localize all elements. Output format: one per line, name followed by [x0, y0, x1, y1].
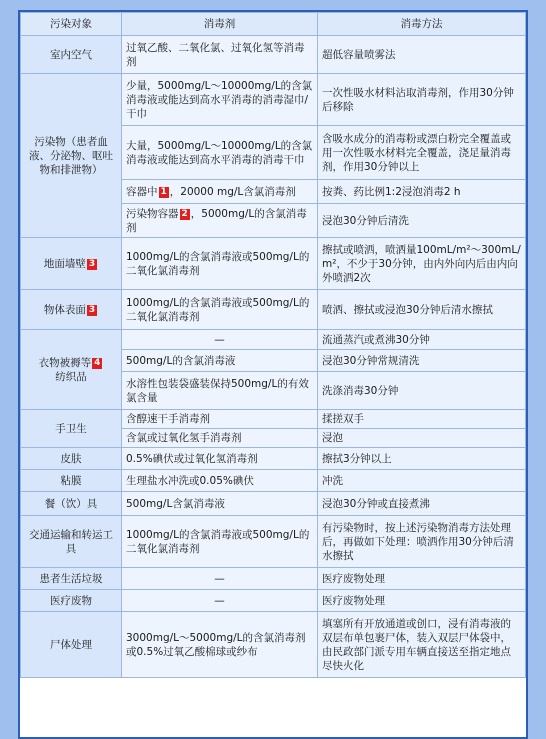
method-cell: 喷洒、擦拭或浸泡30分钟后清水擦拭 [318, 290, 526, 330]
table-row [21, 74, 526, 126]
table-row [21, 238, 526, 290]
header-row [21, 13, 526, 36]
table-row [21, 448, 526, 470]
table-row [21, 410, 526, 429]
method-cell: 擦拭或喷洒，喷洒量100mL/m²～300mL/m²，不少于30分钟，由内外向内后由内向外喷洒2次 [318, 238, 526, 290]
disinfectant-cell: 含醇速干手消毒剂 [122, 410, 318, 429]
method-cell: 填塞所有开放通道或创口，浸有消毒液的双层布单包裹尸体，装入双层尸体袋中，由民政部门派专用车辆直接送至指定地点尽快火化 [318, 612, 526, 678]
disinfectant-cell: — [122, 590, 318, 612]
disinfectant-cell: 3000mg/L～5000mg/L的含氯消毒剂或0.5%过氧乙酸棉球或纱布 [122, 612, 318, 678]
object-text: 物体表面 [43, 303, 86, 316]
note-badge: 3 [88, 258, 96, 269]
object-cell: 皮肤 [21, 448, 122, 470]
object-cell: 粘膜 [21, 470, 122, 492]
object-cell: 餐（饮）具 [21, 492, 122, 516]
method-cell: 医疗废物处理 [318, 568, 526, 590]
note-badge: 4 [94, 357, 101, 368]
table-row [21, 516, 526, 568]
method-cell: 一次性吸水材料沾取消毒剂，作用30分钟后移除 [318, 74, 526, 126]
header-method: 消毒方法 [318, 13, 526, 36]
disinfectant-cell: 含氯或过氧化氢手消毒剂 [122, 429, 318, 448]
note-badge: 2 [181, 208, 188, 219]
method-cell: 含吸水成分的消毒粉或漂白粉完全覆盖或用一次性吸水材料完全覆盖，浇足量消毒剂，作用30分钟以上 [318, 126, 526, 180]
object-cell: 污染物（患者血液、分泌物、呕吐物和排泄物） [21, 74, 122, 238]
method-cell: 浸泡30分钟或直接煮沸 [318, 492, 526, 516]
table-row [21, 568, 526, 590]
note-badge: 3 [88, 304, 96, 315]
method-cell: 超低容量喷雾法 [318, 36, 526, 74]
disinfectant-cell: 过氧乙酸、二氧化氯、过氧化氢等消毒剂 [122, 36, 318, 74]
disinfectant-text: 污染物容器 [126, 207, 179, 220]
disinfectant-cell: 500mg/L的含氯消毒液 [122, 350, 318, 372]
header-disinfectant: 消毒剂 [122, 13, 318, 36]
object-text: 地面墙壁 [43, 257, 86, 270]
disinfectant-cell: 1000mg/L的含氯消毒液或500mg/L的二氧化氯消毒剂 [122, 238, 318, 290]
disinfectant-cell [122, 180, 318, 204]
disinfectant-cell: 大量，5000mg/L～10000mg/L的含氯消毒液或能达到高水平消毒的消毒干巾 [122, 126, 318, 180]
table-row [21, 492, 526, 516]
object-cell: 交通运输和转运工具 [21, 516, 122, 568]
table-row [21, 590, 526, 612]
method-cell: 浸泡30分钟常规清洗 [318, 350, 526, 372]
method-cell: 按粪、药比例1:2浸泡消毒2 h [318, 180, 526, 204]
disinfectant-cell: 0.5%碘伏或过氧化氢消毒剂 [122, 448, 318, 470]
disinfectant-text: 容器中 [126, 185, 158, 198]
method-cell: 有污染物时，按上述污染物消毒方法处理后，再做如下处理：喷洒作用30分钟后清水擦拭 [318, 516, 526, 568]
object-cell: 手卫生 [21, 410, 122, 448]
object-cell: 尸体处理 [21, 612, 122, 678]
disinfectant-cell: 1000mg/L的含氯消毒液或500mg/L的二氧化氯消毒剂 [122, 290, 318, 330]
disinfectant-cell [122, 204, 318, 238]
disinfectant-cell: 生理盐水冲洗或0.05%碘伏 [122, 470, 318, 492]
object-cell [21, 238, 122, 290]
note-badge: 1 [160, 186, 167, 197]
method-cell: 洗涤消毒30分钟 [318, 372, 526, 410]
method-cell: 医疗废物处理 [318, 590, 526, 612]
disinfectant-cell: 500mg/L含氯消毒液 [122, 492, 318, 516]
object-cell: 医疗废物 [21, 590, 122, 612]
method-cell: 浸泡 [318, 429, 526, 448]
table-row [21, 612, 526, 678]
method-cell: 揉搓双手 [318, 410, 526, 429]
method-cell: 浸泡30分钟后清洗 [318, 204, 526, 238]
disinfectant-cell: — [122, 330, 318, 350]
object-cell [21, 330, 122, 410]
disinfectant-cell: 少量，5000mg/L～10000mg/L的含氯消毒液或能达到高水平消毒的消毒湿巾/干巾 [122, 74, 318, 126]
object-cell: 患者生活垃圾 [21, 568, 122, 590]
disinfectant-cell: 水溶性包装袋盛装保持500mg/L的有效氯含量 [122, 372, 318, 410]
disinfectant-cell: 1000mg/L的含氯消毒液或500mg/L的二氧化氯消毒剂 [122, 516, 318, 568]
disinfection-table [20, 12, 526, 678]
table-row [21, 470, 526, 492]
disinfection-table-card [18, 10, 528, 739]
method-cell: 冲洗 [318, 470, 526, 492]
table-row [21, 290, 526, 330]
object-cell: 室内空气 [21, 36, 122, 74]
object-cell [21, 290, 122, 330]
table-row [21, 36, 526, 74]
method-cell: 擦拭3分钟以上 [318, 448, 526, 470]
object-text: 纺织品 [55, 370, 87, 383]
disinfectant-text: ，20000 mg/L含氯消毒剂 [169, 185, 296, 198]
object-text: 衣物被褥等 [38, 356, 92, 369]
disinfectant-cell: — [122, 568, 318, 590]
header-object: 污染对象 [21, 13, 122, 36]
disinfectant-text: ，5000mg/L的含氯消毒剂 [126, 207, 307, 234]
method-cell: 流通蒸汽或煮沸30分钟 [318, 330, 526, 350]
table-row [21, 330, 526, 350]
